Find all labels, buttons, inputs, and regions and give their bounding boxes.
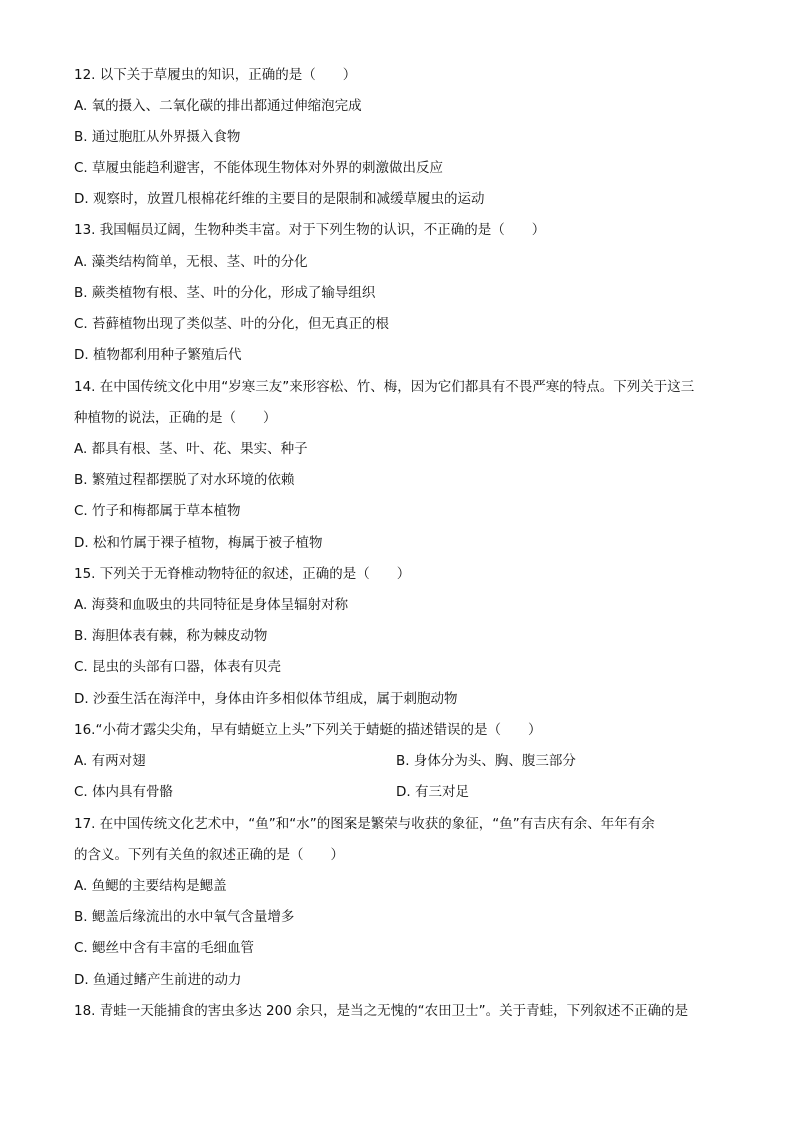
question-12-stem: 12. 以下关于草履虫的知识，正确的是（ ） — [74, 67, 357, 83]
question-14-option-a: A. 都具有根、茎、叶、花、果实、种子 — [74, 441, 308, 457]
question-15-stem: 15. 下列关于无脊椎动物特征的叙述，正确的是（ ） — [74, 566, 411, 582]
question-13-option-a: A. 藻类结构简单，无根、茎、叶的分化 — [74, 254, 308, 270]
question-16-option-d: D. 有三对足 — [396, 784, 469, 800]
question-15-option-d: D. 沙蚕生活在海洋中，身体由许多相似体节组成，属于刺胞动物 — [74, 691, 458, 707]
question-16-option-b: B. 身体分为头、胸、腹三部分 — [396, 753, 576, 769]
question-14-option-b: B. 繁殖过程都摆脱了对水环境的依赖 — [74, 472, 295, 488]
question-16-option-a: A. 有两对翅 — [74, 753, 146, 769]
question-13-option-d: D. 植物都利用种子繁殖后代 — [74, 347, 242, 363]
question-12-option-c: C. 草履虫能趋利避害，不能体现生物体对外界的刺激做出反应 — [74, 160, 444, 176]
question-17-option-d: D. 鱼通过鳍产生前进的动力 — [74, 972, 242, 988]
question-16-option-c: C. 体内具有骨骼 — [74, 784, 174, 800]
question-17-option-c: C. 鳃丝中含有丰富的毛细血管 — [74, 940, 255, 956]
question-13-option-c: C. 苔藓植物出现了类似茎、叶的分化，但无真正的根 — [74, 316, 390, 332]
question-15-option-b: B. 海胆体表有棘，称为棘皮动物 — [74, 628, 268, 644]
question-12-option-b: B. 通过胞肛从外界摄入食物 — [74, 129, 241, 145]
question-13-stem: 13. 我国幅员辽阔，生物种类丰富。对于下列生物的认识，不正确的是（ ） — [74, 222, 546, 238]
question-13-option-b: B. 蕨类植物有根、茎、叶的分化，形成了输导组织 — [74, 285, 376, 301]
question-14-option-c: C. 竹子和梅都属于草本植物 — [74, 503, 241, 519]
question-17-stem-line-1: 17. 在中国传统文化艺术中，“鱼”和“水”的图案是繁荣与收获的象征，“鱼”有吉庆有余、年年有余 — [74, 816, 655, 832]
question-16-stem: 16.“小荷才露尖尖角，早有蜻蜓立上头”下列关于蜻蜓的描述错误的是（ ） — [74, 722, 542, 738]
question-18-stem: 18. 青蛙一天能捕食的害虫多达 200 余只，是当之无愧的“农田卫士”。关于青蛙，下列叙述不正确的是 — [74, 1003, 689, 1019]
question-14-stem-line-2: 种植物的说法，正确的是（ ） — [74, 410, 277, 426]
question-17-option-b: B. 鳃盖后缘流出的水中氧气含量增多 — [74, 909, 295, 925]
question-17-option-a: A. 鱼鳃的主要结构是鳃盖 — [74, 878, 227, 894]
question-17-stem-line-2: 的含义。下列有关鱼的叙述正确的是（ ） — [74, 847, 344, 863]
question-14-stem-line-1: 14. 在中国传统文化中用“岁寒三友”来形容松、竹、梅，因为它们都具有不畏严寒的特点。下列关于这三 — [74, 379, 695, 395]
question-14-option-d: D. 松和竹属于裸子植物，梅属于被子植物 — [74, 535, 323, 551]
question-15-option-a: A. 海葵和血吸虫的共同特征是身体呈辐射对称 — [74, 597, 349, 613]
question-12-option-d: D. 观察时，放置几根棉花纤维的主要目的是限制和减缓草履虫的运动 — [74, 191, 485, 207]
question-15-option-c: C. 昆虫的头部有口器，体表有贝壳 — [74, 659, 282, 675]
question-12-option-a: A. 氧的摄入、二氧化碳的排出都通过伸缩泡完成 — [74, 98, 362, 114]
